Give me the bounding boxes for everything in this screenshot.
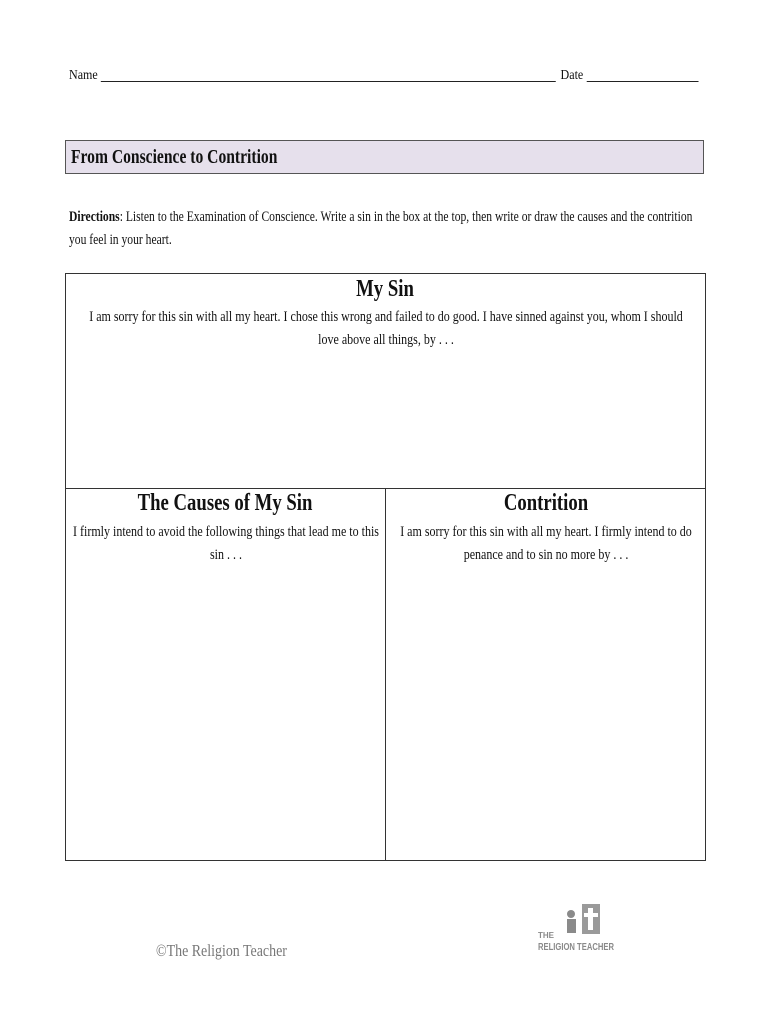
svg-text:THE: THE [538,931,554,940]
causes-prompt: I firmly intend to avoid the following things that lead me to this sin . . . [72,524,379,563]
svg-text:RELIGION TEACHER: RELIGION TEACHER [538,941,615,953]
name-field-line[interactable] [101,67,555,82]
directions-text: : Listen to the Examination of Conscience. Write a sin in the box at the top, then write or draw the causes and the contrition you feel in your heart. [69,209,693,248]
directions-paragraph [69,206,701,252]
date-label: Date [560,68,584,83]
my-sin-prompt: I am sorry for this sin with all my heart. I chose this wrong and failed to do good. I have sinned against you, whom I should love above all things, by . . . [88,309,683,348]
name-label: Name [69,68,98,83]
my-sin-heading: My Sin [356,276,415,302]
directions-label: Directions [69,209,120,225]
contrition-heading: Contrition [503,490,588,516]
religion-teacher-logo [536,902,616,956]
date-field-line[interactable] [587,67,699,82]
title-banner [65,140,704,174]
name-date-row [69,64,699,84]
my-sin-box[interactable] [66,274,705,488]
causes-box[interactable] [66,488,385,861]
causes-heading: The Causes of My Sin [138,490,313,516]
copyright-text: ©The Religion Teacher [156,941,287,960]
contrition-box[interactable] [386,488,705,861]
page-title: From Conscience to Contrition [71,146,278,168]
worksheet-grid [65,273,706,861]
contrition-prompt: I am sorry for this sin with all my heart. I firmly intend to do penance and to sin no more by . . . [399,524,692,563]
